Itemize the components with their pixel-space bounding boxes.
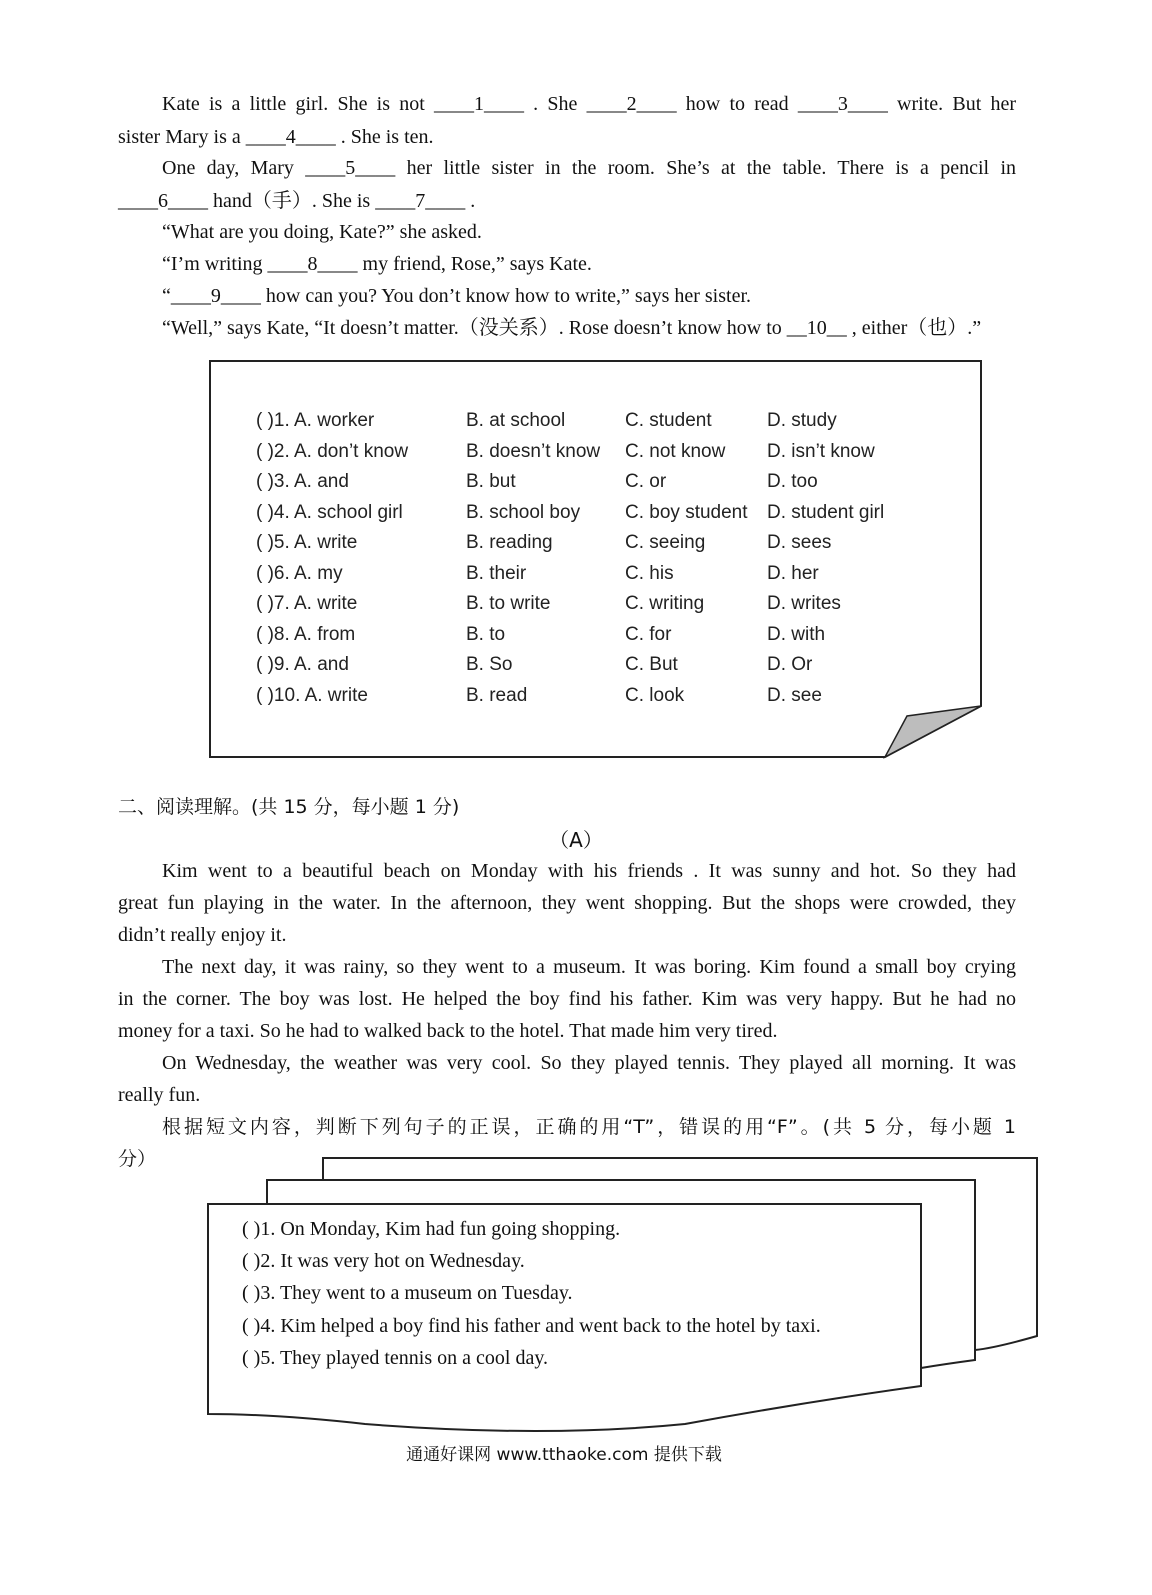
choice-option-c: C. But [625, 654, 678, 675]
footer-credit: 通通好课网 www.tthaoke.com 提供下载 [406, 1445, 722, 1465]
choice-option-d: D. her [767, 562, 819, 584]
choice-option-d: D. sees [767, 532, 832, 553]
choice-option-b: B. So [466, 654, 513, 675]
choice-option-c: C. look [625, 684, 685, 706]
passage1-line-8: “Well,” says Kate, “It doesn’t matter.（没关系）. Rose doesn’t know how to __10__ , either（也）.” [162, 317, 982, 339]
choice-option-b: B. to [466, 623, 506, 645]
choice-option-d: D. isn’t know [767, 440, 875, 462]
instruction-line-2: 分） [118, 1148, 157, 1170]
choice-option-b: B. to write [466, 593, 551, 614]
choice-question: ( )8. A. from [256, 623, 356, 645]
passage1-line-3: One day, Mary ____5____ her little sister in the room. She’s at the table. There is a pencil in [162, 157, 1016, 179]
true-false-item: ( )1. On Monday, Kim had fun going shopping. [242, 1218, 621, 1240]
choice-option-c: C. boy student [625, 501, 748, 523]
choice-option-d: D. student girl [767, 501, 885, 523]
choice-option-d: D. Or [767, 654, 813, 675]
choice-question: ( )2. A. don’t know [256, 440, 409, 462]
passage2-line-4: The next day, it was rainy, so they went to a museum. It was boring. Kim found a small boy crying [162, 956, 1016, 978]
choice-option-c: C. or [625, 471, 667, 492]
choice-question: ( )10. A. write [256, 684, 368, 706]
choice-option-d: D. study [767, 410, 837, 431]
true-false-item: ( )2. It was very hot on Wednesday. [242, 1250, 525, 1273]
choice-question: ( )3. A. and [256, 471, 349, 492]
choice-question: ( )5. A. write [256, 532, 358, 553]
choice-option-b: B. reading [466, 532, 553, 553]
choice-question: ( )4. A. school girl [256, 501, 403, 523]
passage1-line-1: Kate is a little girl. She is not ____1____ . She ____2____ how to read ____3____ write. But her [162, 93, 1016, 115]
choice-option-c: C. for [625, 623, 672, 645]
choice-option-d: D. too [767, 471, 818, 492]
choice-option-d: D. with [767, 623, 826, 645]
choice-question: ( )7. A. write [256, 593, 358, 614]
passage1-line-4: ____6____ hand（手）. She is ____7____ . [118, 190, 476, 212]
choice-option-b: B. but [466, 471, 516, 492]
choice-option-c: C. writing [625, 593, 705, 614]
choice-question: ( )1. A. worker [256, 410, 375, 431]
true-false-item: ( )4. Kim helped a boy find his father and went back to the hotel by taxi. [242, 1314, 821, 1337]
choice-option-b: B. school boy [466, 501, 581, 523]
choice-question: ( )9. A. and [256, 654, 349, 675]
passage2-line-8: really fun. [118, 1084, 201, 1106]
passage2-line-5: in the corner. The boy was lost. He helped the boy find his father. Kim was very happy. But he had no [118, 988, 1016, 1010]
passage2-line-6: money for a taxi. So he had to walked back to the hotel. That made him very tired. [118, 1020, 778, 1042]
section2-title: 二、阅读理解。(共 15 分，每小题 1 分) [118, 796, 460, 818]
choice-option-c: C. student [625, 410, 712, 431]
choice-option-b: B. read [466, 684, 528, 706]
passage2-line-2: great fun playing in the water. In the afternoon, they went shopping. But the shops were crowded, they [118, 892, 1016, 914]
choice-option-d: D. see [767, 684, 822, 706]
passage2-line-3: didn’t really enjoy it. [118, 924, 287, 946]
choice-option-c: C. not know [625, 440, 726, 462]
choice-option-b: B. at school [466, 410, 566, 431]
choice-option-c: C. his [625, 562, 674, 584]
section-a-heading: （A） [549, 828, 603, 852]
choice-option-c: C. seeing [625, 532, 706, 553]
true-false-item: ( )3. They went to a museum on Tuesday. [242, 1282, 573, 1305]
choice-option-b: B. doesn’t know [466, 440, 601, 462]
passage1-line-2: sister Mary is a ____4____ . She is ten. [118, 126, 434, 148]
choice-option-b: B. their [466, 562, 527, 584]
choice-question: ( )6. A. my [256, 562, 343, 584]
passage2-line-7: On Wednesday, the weather was very cool. So they played tennis. They played all morning. It was [162, 1052, 1016, 1074]
instruction-line-1: 根据短文内容，判断下列句子的正误，正确的用“T”，错误的用“F”。(共 5 分，每小题 1 [162, 1116, 1016, 1138]
passage1-line-6: “I’m writing ____8____ my friend, Rose,” says Kate. [162, 253, 592, 275]
passage1-line-7: “____9____ how can you? You don’t know how to write,” says her sister. [162, 285, 752, 307]
choice-option-d: D. writes [767, 593, 841, 614]
choices-box [209, 360, 985, 760]
passage2-line-1: Kim went to a beautiful beach on Monday with his friends . It was sunny and hot. So they had [162, 860, 1016, 882]
passage1-line-5: “What are you doing, Kate?” she asked. [162, 221, 482, 243]
true-false-item: ( )5. They played tennis on a cool day. [242, 1346, 549, 1369]
